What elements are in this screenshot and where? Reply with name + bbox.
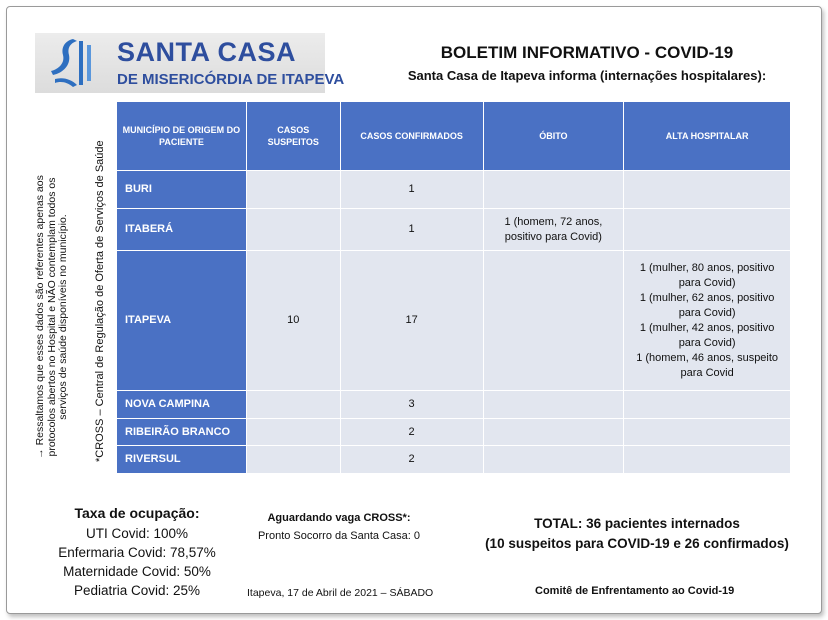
suspeitos-cell xyxy=(246,209,340,251)
municipio-cell: RIVERSUL xyxy=(117,446,247,474)
table-row xyxy=(117,209,791,251)
header-municipio: MUNICÍPIO DE ORIGEM DO PACIENTE xyxy=(117,102,247,171)
obito-cell xyxy=(483,171,624,209)
table-row xyxy=(117,419,791,446)
header-obito: ÓBITO xyxy=(483,102,624,171)
occupancy-line: UTI Covid: 100% xyxy=(85,526,189,541)
cases-table xyxy=(116,101,791,474)
table-header-row xyxy=(117,102,791,171)
obito-cell: 1 (homem, 72 anos, positivo para Covid) xyxy=(483,209,624,251)
header-confirmados: CASOS CONFIRMADOS xyxy=(340,102,483,171)
cross-note: *CROSS – Central de Regulação de Oferta de Serviços de Saúde xyxy=(94,140,106,462)
municipio-cell: ITAPEVA xyxy=(117,251,247,391)
obito-cell xyxy=(483,251,624,391)
header-suspeitos: CASOS SUSPEITOS xyxy=(246,102,340,171)
suspeitos-cell: 10 xyxy=(246,251,340,391)
alta-cell xyxy=(624,171,791,209)
table-row xyxy=(117,446,791,474)
total-breakdown: (10 suspeitos para COVID-19 e 26 confirmados) xyxy=(485,536,789,551)
suspeitos-cell xyxy=(246,171,340,209)
logo-title: SANTA CASA xyxy=(117,37,296,67)
obito-cell xyxy=(483,419,624,446)
bulletin-date: Itapeva, 17 de Abril de 2021 – SÁBADO xyxy=(247,587,434,599)
occupancy-line: Enfermaria Covid: 78,57% xyxy=(58,545,216,560)
alta-entry: 1 (homem, 46 anos, suspeito para Covid xyxy=(636,351,779,379)
alta-entry: 1 (mulher, 42 anos, positivo para Covid) xyxy=(639,321,775,349)
occupancy-title: Taxa de ocupação: xyxy=(74,505,200,521)
logo-subtitle: DE MISERICÓRDIA DE ITAPEVA xyxy=(117,71,345,88)
logo xyxy=(35,33,345,93)
alta-cell xyxy=(624,251,791,391)
occupancy-block xyxy=(47,505,227,600)
confirmados-cell: 1 xyxy=(340,171,483,209)
bulletin-subtitle: Santa Casa de Itapeva informa (internações hospitalares): xyxy=(407,68,767,83)
confirmados-cell: 2 xyxy=(340,419,483,446)
alta-cell xyxy=(624,419,791,446)
bulletin-title: BOLETIM INFORMATIVO - COVID-19 xyxy=(440,43,734,62)
table-row xyxy=(117,251,791,391)
total-block xyxy=(467,514,807,554)
suspeitos-cell xyxy=(246,446,340,474)
waiting-title: Aguardando vaga CROSS*: xyxy=(267,512,411,524)
municipio-cell: RIBEIRÃO BRANCO xyxy=(117,419,247,446)
suspeitos-cell xyxy=(246,391,340,419)
table-row xyxy=(117,391,791,419)
confirmados-cell: 3 xyxy=(340,391,483,419)
alta-entry: 1 (mulher, 80 anos, positivo para Covid) xyxy=(639,261,775,289)
waiting-line: Pronto Socorro da Santa Casa: 0 xyxy=(257,530,421,542)
disclaimer-note: → Ressaltamos que esses dados são referentes apenas aos protocolos abertos no Hospital e NÃO contemplam todos os serviços de saúde disponíveis no município. xyxy=(34,175,69,459)
confirmados-cell: 17 xyxy=(340,251,483,391)
suspeitos-cell xyxy=(246,419,340,446)
obito-cell xyxy=(483,446,624,474)
alta-entry: 1 (mulher, 62 anos, positivo para Covid) xyxy=(639,291,775,319)
obito-cell xyxy=(483,391,624,419)
waiting-block xyxy=(239,512,439,542)
municipio-cell: BURI xyxy=(117,171,247,209)
municipio-cell: ITABERÁ xyxy=(117,209,247,251)
bulletin-card xyxy=(6,6,822,614)
alta-cell xyxy=(624,446,791,474)
occupancy-line: Pediatria Covid: 25% xyxy=(73,583,201,598)
confirmados-cell: 1 xyxy=(340,209,483,251)
occupancy-line: Maternidade Covid: 50% xyxy=(63,564,211,579)
alta-cell xyxy=(624,391,791,419)
municipio-cell: NOVA CAMPINA xyxy=(117,391,247,419)
table-row xyxy=(117,171,791,209)
confirmados-cell: 2 xyxy=(340,446,483,474)
total-line: TOTAL: 36 pacientes internados xyxy=(534,516,740,531)
committee-signature: Comitê de Enfrentamento ao Covid-19 xyxy=(535,585,735,597)
alta-cell xyxy=(624,209,791,251)
santa-casa-logo-icon xyxy=(43,35,99,91)
header-alta: ALTA HOSPITALAR xyxy=(624,102,791,171)
